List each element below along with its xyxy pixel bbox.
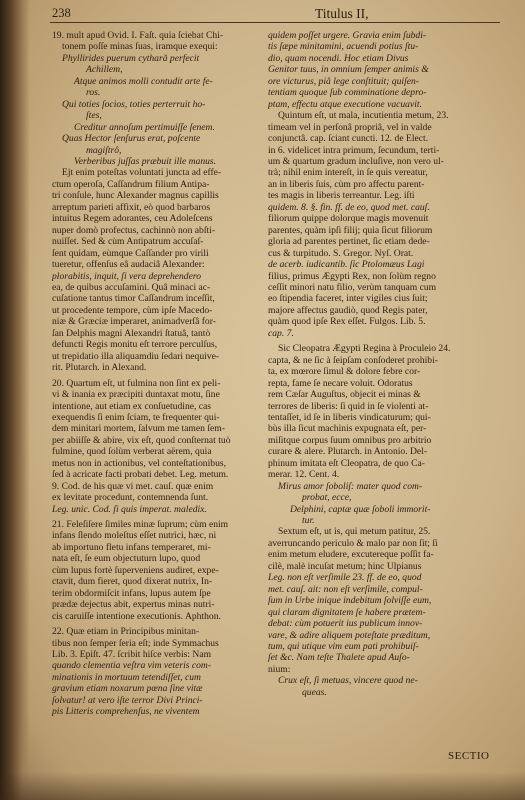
text-line: conjunctâ. cap. ſciant cuncti. 12. de Elect.	[268, 133, 429, 145]
text-line: per abiiſſe & abire, vix eſt, quod conſternat tuò	[52, 434, 231, 446]
text-line: quando clementia veſtra vim veteris com-	[52, 660, 212, 672]
page-bottom-shadow	[0, 772, 525, 800]
text-line: plorabitis, inquit, ſi vera deprehendero	[52, 270, 202, 282]
text-line: tibus non ſemper ſeria eſt; inde Symmachus	[52, 637, 219, 649]
text-line: 9. Cod. de his quæ vi met. cauſ. quæ enim	[52, 480, 214, 492]
text-line: fulmine, quod ſolùm verberat aërem, quia	[52, 446, 212, 458]
text-line: exequendis ſi enim ſciam, te frequenter qui-	[52, 411, 220, 423]
text-line: timeam vel in perſonâ propriâ, vel in valde	[268, 121, 432, 133]
text-line: Lib. 3. Epiſt. 47. ſcribit hiſce verbis: Nam	[52, 649, 212, 661]
text-line: tes magis in liberis terreantur. Leg. iſti	[268, 190, 415, 202]
text-line: queas.	[302, 686, 327, 698]
text-line: Verberibus juſſas præbuit ille manus.	[74, 155, 217, 167]
text-line: ſtes,	[86, 110, 102, 122]
text-line: vare, & adire aliquem poteſtate præditum,	[268, 629, 431, 641]
text-line: dem minitari mortem, ſalvum me tamen ſem-	[52, 423, 225, 435]
text-line: tis ſæpe minitamini, acuendi potius ſtu-	[268, 41, 419, 53]
text-line: Quas Hector ſenſurus erat, poſcente	[62, 133, 201, 145]
text-line: 20. Quartum eſt, ut fulmina non ſint ex peli-	[52, 377, 221, 389]
text-line: quidem. 8. §. fin. ff. de eo, quod met. cauſ.	[268, 201, 430, 213]
text-line: nium:	[268, 663, 291, 675]
text-line: quàm quod ipſe Rex eſſet. Fulgos. Lib. 5.	[268, 316, 426, 328]
text-line: phinum imitata eſt Cleopatra, de quo Ca-	[268, 457, 425, 469]
text-line: ſet &c. Nam teſte Thalete apud Auſo-	[268, 652, 410, 664]
text-line: rit. Plutarch. in Alexand.	[52, 362, 147, 374]
text-line: ceſſit minori natu filio, verùm tanquam cum	[268, 281, 437, 293]
text-line: Crux eſt, ſi metuas, vincere quod ne-	[278, 675, 418, 687]
text-line: quidem poſſet urgere. Gravia enim ſubdi-	[268, 30, 427, 41]
text-line: ſan Delphis magni Alexandri ſtatuâ, tantò	[52, 327, 211, 339]
text-line: metus non in actionibus, vel conteſtationibus,	[52, 457, 226, 469]
text-line: tur.	[302, 515, 315, 527]
text-line: nata eſt, ſe eum objectuturn lupo, quod	[52, 553, 201, 565]
text-line: Mirus amor ſoboliſ: mater quod com-	[278, 480, 423, 492]
text-line: 22. Quæ etiam in Principibus minitan-	[52, 626, 200, 638]
text-line: infans ſlendo moleſtus eſſet nutrici, hæc, ni	[52, 530, 217, 542]
text-line: minationis in mortuum tetendiſſet, cum	[52, 671, 201, 683]
text-line: pis Litteris comprehenſus, ne viventem	[52, 706, 200, 718]
text-line: um & quartum gradum incluſive, non vero ul-	[268, 155, 444, 167]
text-line: repta, fame ſe necare voluit. Odoratus	[268, 377, 413, 389]
text-line: defuncti Regis monitu eſt terrore perculſus,	[52, 339, 218, 351]
text-line: gravium etiam noxarum pœna ſine vitæ	[52, 683, 203, 695]
text-line: vi & inania ex præcipiti duntaxat motu, ſine	[52, 389, 220, 401]
text-line: 19. mult apud Ovid. I. Faſt. quia ſciebat Chi-	[52, 30, 224, 41]
text-line: majore affectus gaudiò, quod Regis pater,	[268, 304, 428, 316]
text-line: miſitque corpus ſuum omnibus pro arbitrio	[268, 434, 432, 446]
text-line: capta, & ne ſic à ſeipſam conſoderet prohibi-	[268, 354, 438, 366]
text-line: Sic Cleopatra Ægypti Regina à Proculeio 24.	[278, 343, 451, 355]
text-line: ut trepidatio illa aliquamdiu ſedari nequive-	[52, 350, 220, 362]
text-line: cùm lupus fortè ſuperveniens audiret, expe-	[52, 564, 219, 576]
text-line: met. cauſ. ait: non eſt verſimile, compul-	[268, 583, 423, 595]
book-gutter-shadow	[0, 0, 30, 800]
text-line: terrores de liberis: ſi quid in ſe violenti at-	[268, 400, 429, 412]
text-line: ex levitate procedunt, contemnenda ſunt.	[52, 492, 209, 504]
text-line: magiſtrô,	[86, 144, 122, 156]
text-line: intuitus Regem adorantes, ceu Adoleſcens	[52, 213, 213, 225]
text-line: cap. 7.	[268, 327, 294, 339]
text-line: ta, ex mœrore ſimul & dolore febre cor-	[268, 366, 421, 378]
text-line: ea, de quibus accuſamini. Quâ minaci ac-	[52, 281, 211, 293]
text-line: nuiſſet. Sed & cùm Antipatrum accuſaſ-	[52, 236, 204, 248]
text-line: Achillem,	[86, 64, 123, 76]
text-line: 21. Feleſiſere ſimiles minæ ſuprum; cùm enim	[52, 519, 229, 531]
text-line: nuper domò profectus, cachinnò non abſti-	[52, 224, 216, 236]
text-line: an in liberis ſuis, cùm pro affectu parent-	[268, 178, 425, 190]
text-line: tentaſſet, id ſe in liberis vindicaturum; qui-	[268, 411, 431, 423]
text-line: terim obdormiſcit infans, lupus autem ſpe	[52, 587, 211, 599]
text-line: cis caruiſſe intentione executionis. Aphthon.	[52, 610, 221, 622]
text-line: ctavit, dum fieret, quod dixerat nutrix, In-	[52, 576, 213, 588]
text-line: bùs illa ſicut machinis expugnata eſt, per-	[268, 423, 427, 435]
text-line: cus & turpitudo. S. Gregor. Nyſ. Orat.	[268, 247, 414, 259]
text-line: eo ſtipendia faceret, inter vigiles cius ſuit;	[268, 293, 428, 305]
text-line: trà; nihil enim intereſt, in ſe quis vereatur,	[268, 167, 428, 179]
text-line: filiorum quippe dolorque magis movenuit	[268, 213, 429, 225]
text-line: ab importuno fletu infans temperaret, mi-	[52, 541, 211, 553]
text-line: tonem poſſe minas ſuas, iramque exequi:	[62, 41, 218, 53]
text-line: Quintum eſt, ut mala, incutientia metum, 23.	[278, 110, 449, 122]
text-line: Ejt enim poteſtas voluntati juncta ad effe-	[62, 167, 222, 179]
text-line: in 6. videlicet intra primum, ſecundum, terti-	[268, 144, 440, 156]
text-line: dio, quam nocendi. Hoc etiam Divus	[268, 52, 409, 64]
header-rule	[50, 22, 500, 23]
text-line: filius, primus Ægypti Rex, non ſolùm regno	[268, 270, 436, 282]
text-line: probat, ecce,	[302, 492, 352, 504]
text-line: ut procedente tempore, cùm ipſe Macedo-	[52, 304, 213, 316]
text-line: Phyllirides puerum cythară perfecit	[62, 52, 200, 64]
text-line: averruncando periculo & malo par non ſit; ſi	[268, 537, 438, 549]
text-line: qui claram dignitatem ſe habere prætem-	[268, 606, 426, 618]
text-line: enim metum eludere, excutereque poſſit fa-	[268, 549, 434, 561]
text-line: Qui toties ſocios, toties perterruit ho-	[62, 98, 206, 110]
text-line: debat: cùm potuerit ius publicum innov-	[268, 618, 423, 630]
text-line: ros.	[86, 87, 101, 99]
text-line: Sextum eſt, ut is, qui metum patitur, 25.	[278, 526, 431, 538]
text-line: Leg. non eſt verſimile 23. ff. de eo, quod	[268, 572, 422, 584]
text-line: parentes, quàm ipſi filij; quia ſicut filiorum	[268, 224, 433, 236]
text-line: Leg. unic. Cod. ſi quis imperat. maledix.	[52, 503, 207, 515]
right-text-column	[268, 30, 494, 698]
text-line: cuſatione tantus timor Caſſandrum inceſſit,	[52, 293, 215, 305]
text-line: gloria ad parentes pertinet, ſic etiam dede-	[268, 236, 430, 248]
text-line: prædæ dejectus abit, expertus minas nutri-	[52, 599, 215, 611]
text-line: ſent quidam, eùmque Caſſander pro virili	[52, 247, 209, 259]
text-line: niæ & Græciæ imperaret, animadverſâ for-	[52, 316, 216, 328]
left-text-column	[52, 30, 264, 718]
text-line: tueretur, offenſus eâ audaciâ Alexander:	[52, 259, 205, 271]
text-line: merar. 12. Cent. 4.	[268, 469, 340, 481]
text-line: Atque animos molli contudit arte fe-	[74, 75, 213, 87]
text-line: cilè, malè incuſat metum; hinc Ulpianus	[268, 560, 422, 572]
text-line: Genitor tuus, in omnium ſemper animis &	[268, 64, 429, 76]
text-line: arreptum parieti affixit, eò quod barbaros	[52, 201, 211, 213]
text-line: Delphini, captæ quæ ſoboli immorit-	[290, 503, 431, 515]
text-line: tentiam quoque ſub comminatione depro-	[268, 87, 427, 99]
text-line: intentione, aut etiam ex conſuetudine, cas	[52, 400, 212, 412]
page-number: 238	[52, 6, 71, 20]
text-line: rem Cæſar Auguſtus, objecit ei minas &	[268, 389, 421, 401]
text-line: ſed à acricate facti probati debet. Leg. metum.	[52, 469, 229, 481]
text-line: tum, qui utique vim eum pati prohibuiſ-	[268, 641, 419, 653]
text-line: ſolvatur! at vero iſte terror Divi Princi-	[52, 694, 203, 706]
running-title: Titulus II,	[315, 6, 369, 21]
text-line: ctum operoſa, Caſſandrum filium Antipa-	[52, 178, 210, 190]
text-line: de acerb. iudicantib. ſic Ptolomæus Lagi	[268, 259, 425, 271]
text-line: ſum in Urbe inique indebitum ſolviſſe eum,	[268, 595, 432, 607]
text-line: tri conſule, hunc Alexander magnus capillis	[52, 190, 219, 202]
text-line: ptam, effectu atque executione vacuavit.	[268, 98, 422, 110]
catchword: SECTIO	[448, 750, 490, 762]
text-line: ore victurus, piâ lege conſtituit; quiſen-	[268, 75, 419, 87]
text-line: curare & alere. Plutarch. in Antonio. Del-	[268, 446, 428, 458]
text-line: Creditur annoſum pertimuiſſe ſenem.	[74, 121, 215, 133]
